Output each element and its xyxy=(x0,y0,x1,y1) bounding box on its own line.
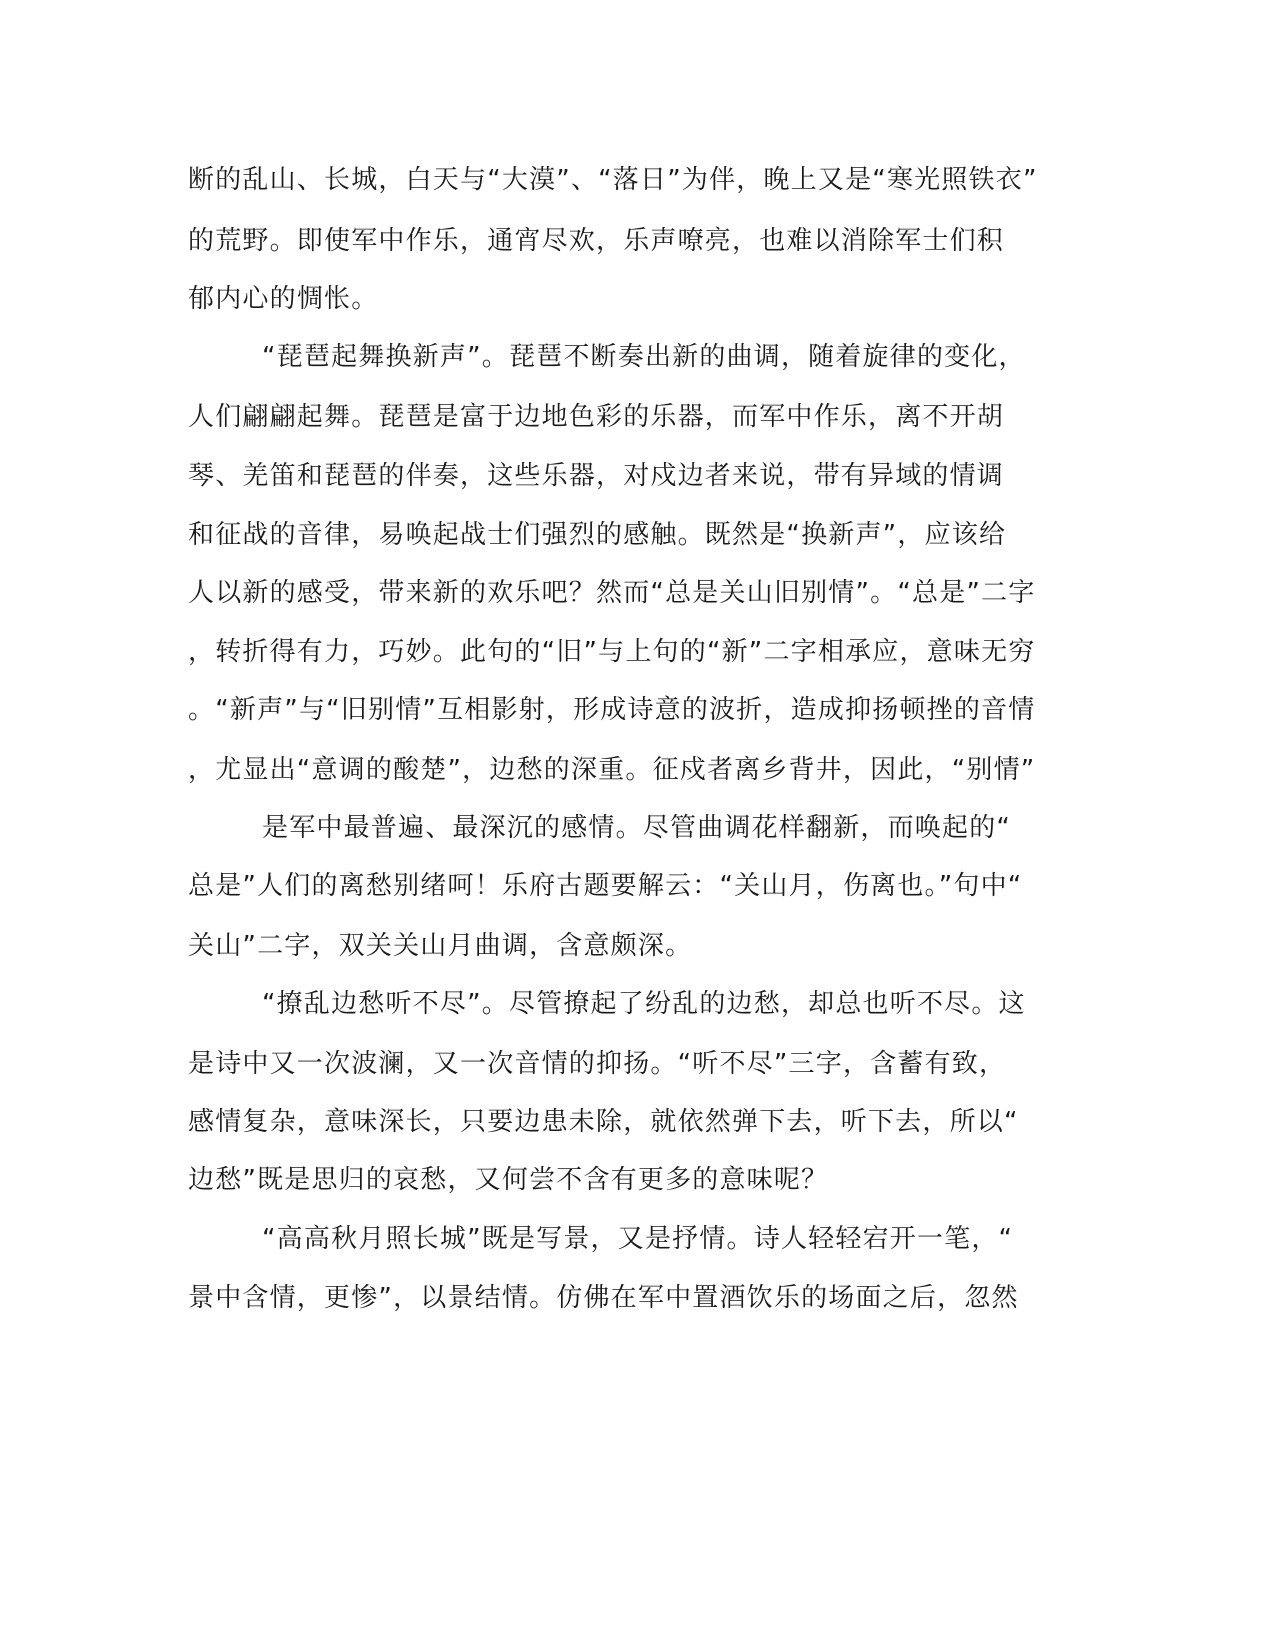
text-line: 的荒野。即使军中作乐，通宵尽欢，乐声嘹亮，也难以消除军士们积 xyxy=(188,226,1005,256)
text-line: 和征战的音律，易唤起战士们强烈的感触。既然是“换新声”，应该给 xyxy=(188,520,1007,550)
paragraph-start-line: “琵琶起舞换新声”。琵琶不断奏出新的曲调，随着旋律的变化， xyxy=(262,342,1026,372)
paragraph-start-line: “撩乱边愁听不尽”。尽管撩起了纷乱的边愁，却总也听不尽。这 xyxy=(262,989,1026,1019)
text-line: 边愁”既是思归的哀愁，又何尝不含有更多的意味呢？ xyxy=(188,1165,829,1195)
paragraph-start-line: “高高秋月照长城”既是写景，又是抒情。诗人轻轻宕开一笔，“ xyxy=(262,1224,1014,1254)
text-line: ，转折得有力，巧妙。此句的“旧”与上句的“新”二字相承应，意味无穷 xyxy=(188,637,1036,667)
text-line: 总是”人们的离愁别绪呵！乐府古题要解云：“关山月，伤离也。”句中“ xyxy=(188,871,1023,901)
text-line: ，尤显出“意调的酸楚”，边愁的深重。征戍者离乡背井，因此，“别情” xyxy=(188,755,1036,785)
text-line: 琴、羌笛和琵琶的伴奏，这些乐器，对戍边者来说，带有异域的情调 xyxy=(188,461,1005,491)
text-line: 断的乱山、长城，白天与“大漠”、“落日”为伴，晚上又是“寒光照铁衣” xyxy=(188,165,1038,195)
text-line: 郁内心的惆怅。 xyxy=(188,284,379,314)
text-line: 人以新的感受，带来新的欢乐吧？然而“总是关山旧别情”。“总是”二字 xyxy=(188,578,1036,608)
text-line: 。“新声”与“旧别情”互相影射，形成诗意的波折，造成抑扬顿挫的音情 xyxy=(188,695,1036,725)
text-line: 人们翩翩起舞。琵琶是富于边地色彩的乐器，而军中作乐，离不开胡 xyxy=(188,402,1005,432)
text-line: 是诗中又一次波澜，又一次音情的抑扬。“听不尽”三字，含蓄有致， xyxy=(188,1049,1007,1079)
text-line: 感情复杂，意味深长，只要边患未除，就依然弹下去，听下去，所以“ xyxy=(188,1107,1019,1137)
text-line: 关山”二字，双关关山月曲调，含意颇深。 xyxy=(188,931,693,961)
text-line: 景中含情，更惨”，以景结情。仿佛在军中置酒饮乐的场面之后，忽然 xyxy=(188,1283,1019,1313)
paragraph-start-line: 是军中最普遍、最深沉的感情。尽管曲调花样翻新，而唤起的“ xyxy=(262,813,1012,843)
